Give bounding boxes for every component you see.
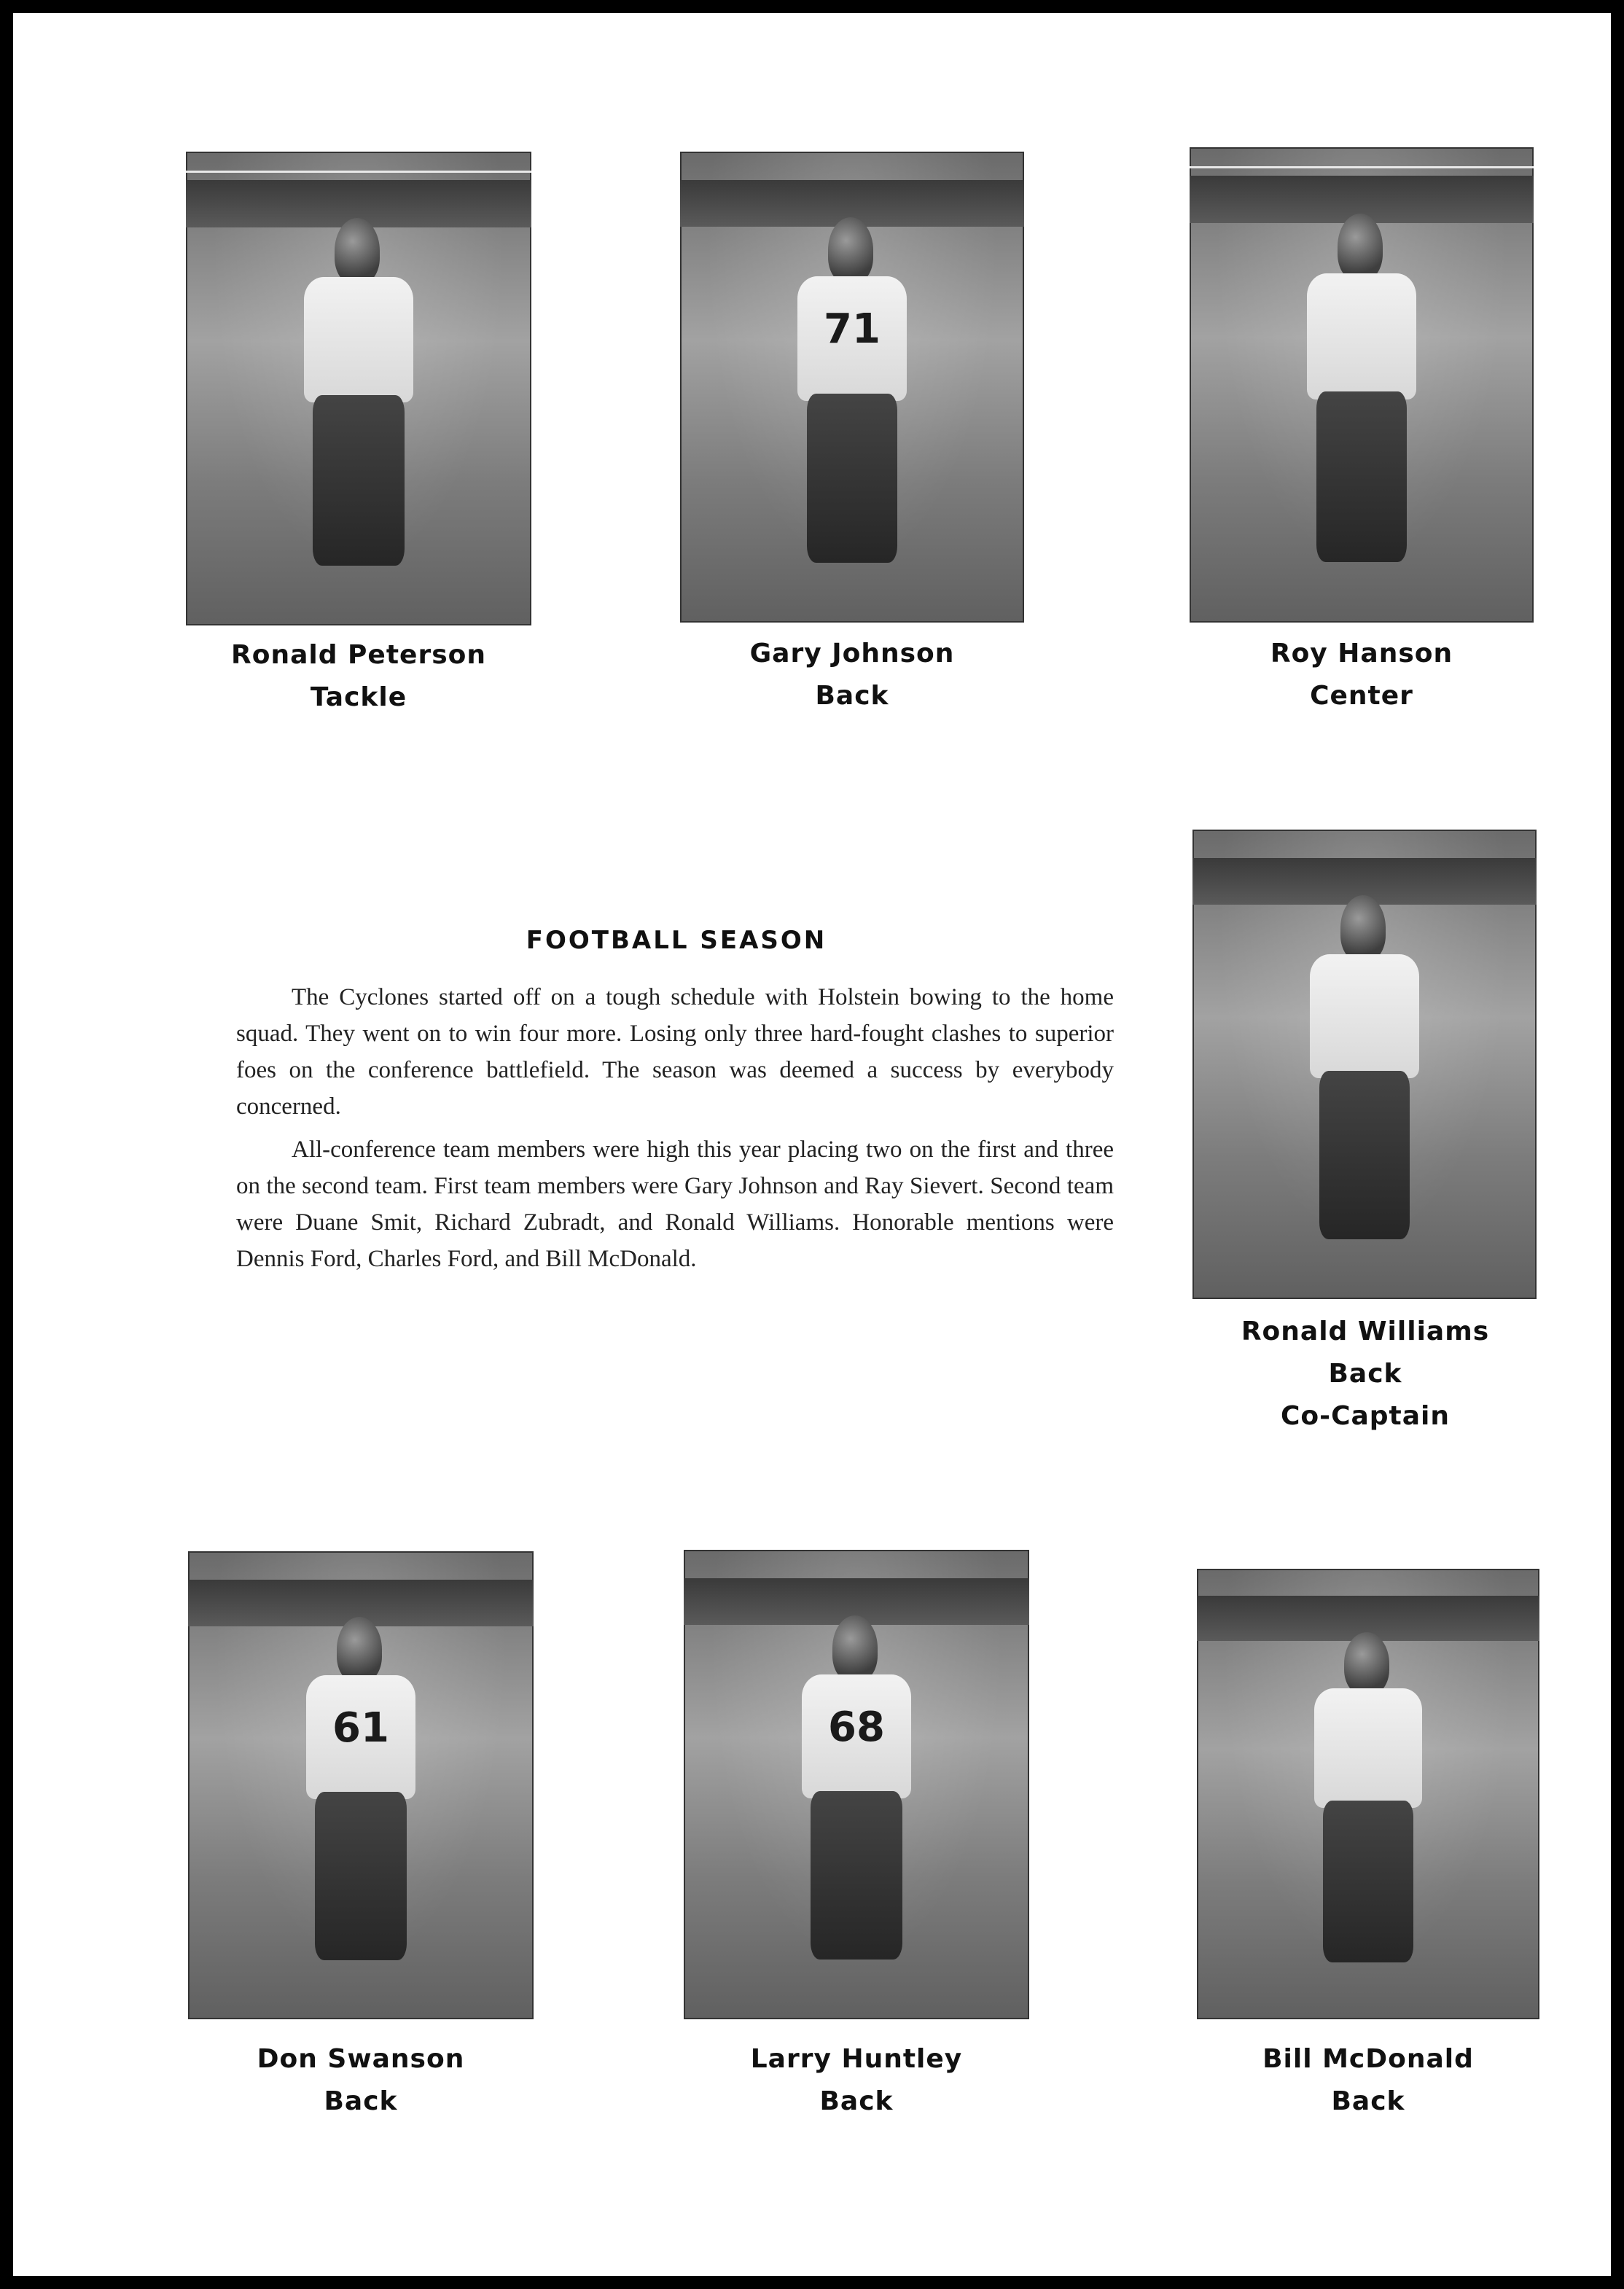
player-name: Ronald Peterson: [231, 640, 486, 670]
caption-gary-johnson: [680, 633, 1024, 717]
player-position: Back: [1331, 2086, 1405, 2116]
photo-don-swanson: [188, 1551, 534, 2019]
article-title: FOOTBALL SEASON: [526, 926, 827, 955]
yearbook-page: [13, 13, 1611, 2276]
player-position: Center: [1310, 681, 1413, 711]
photo-gary-johnson: [680, 152, 1024, 623]
player-role: Co-Captain: [1280, 1401, 1451, 1431]
article-paragraph: The Cyclones started off on a tough schedule with Holstein bowing to the home squad. They went on to win four more. Losing only three hard-fought clashes to superior foes on the conference battlefield. The season was deemed a success by everybody concerned.: [236, 984, 1114, 1120]
player-name: Don Swanson: [257, 2044, 465, 2074]
player-position: Tackle: [310, 682, 407, 712]
player-name: Roy Hanson: [1270, 639, 1453, 668]
player-name: Bill McDonald: [1262, 2044, 1474, 2074]
player-position: Back: [324, 2086, 398, 2116]
caption-don-swanson: [188, 2038, 534, 2123]
player-name: Ronald Williams: [1241, 1317, 1490, 1346]
article-body: [236, 979, 1114, 1284]
jersey-number: 68: [828, 1703, 885, 1751]
jersey-number: 61: [332, 1704, 389, 1752]
jersey-number: 71: [824, 305, 881, 354]
player-position: Back: [1328, 1359, 1402, 1389]
caption-bill-mcdonald: [1182, 2038, 1554, 2123]
caption-roy-hanson: [1190, 633, 1534, 717]
player-position: Back: [819, 2086, 894, 2116]
article-paragraph: All-conference team members were high this year placing two on the first and three on the second team. First team members were Gary Johnson and Ray Sievert. Second team were Duane Smit, Richard Zubradt, and Ronald Williams. Honorable mentions were Dennis Ford, Charles Ford, and Bill McDonald.: [236, 1136, 1114, 1272]
player-position: Back: [815, 681, 889, 711]
photo-bill-mcdonald: [1197, 1569, 1539, 2019]
caption-larry-huntley: [684, 2038, 1029, 2123]
caption-ronald-williams: [1179, 1311, 1551, 1438]
player-name: Larry Huntley: [750, 2044, 963, 2074]
photo-ronald-williams: [1192, 830, 1537, 1299]
photo-ronald-peterson: [186, 152, 531, 625]
photo-roy-hanson: [1190, 147, 1534, 623]
caption-ronald-peterson: [186, 634, 531, 719]
photo-larry-huntley: [684, 1550, 1029, 2019]
player-name: Gary Johnson: [749, 639, 955, 668]
